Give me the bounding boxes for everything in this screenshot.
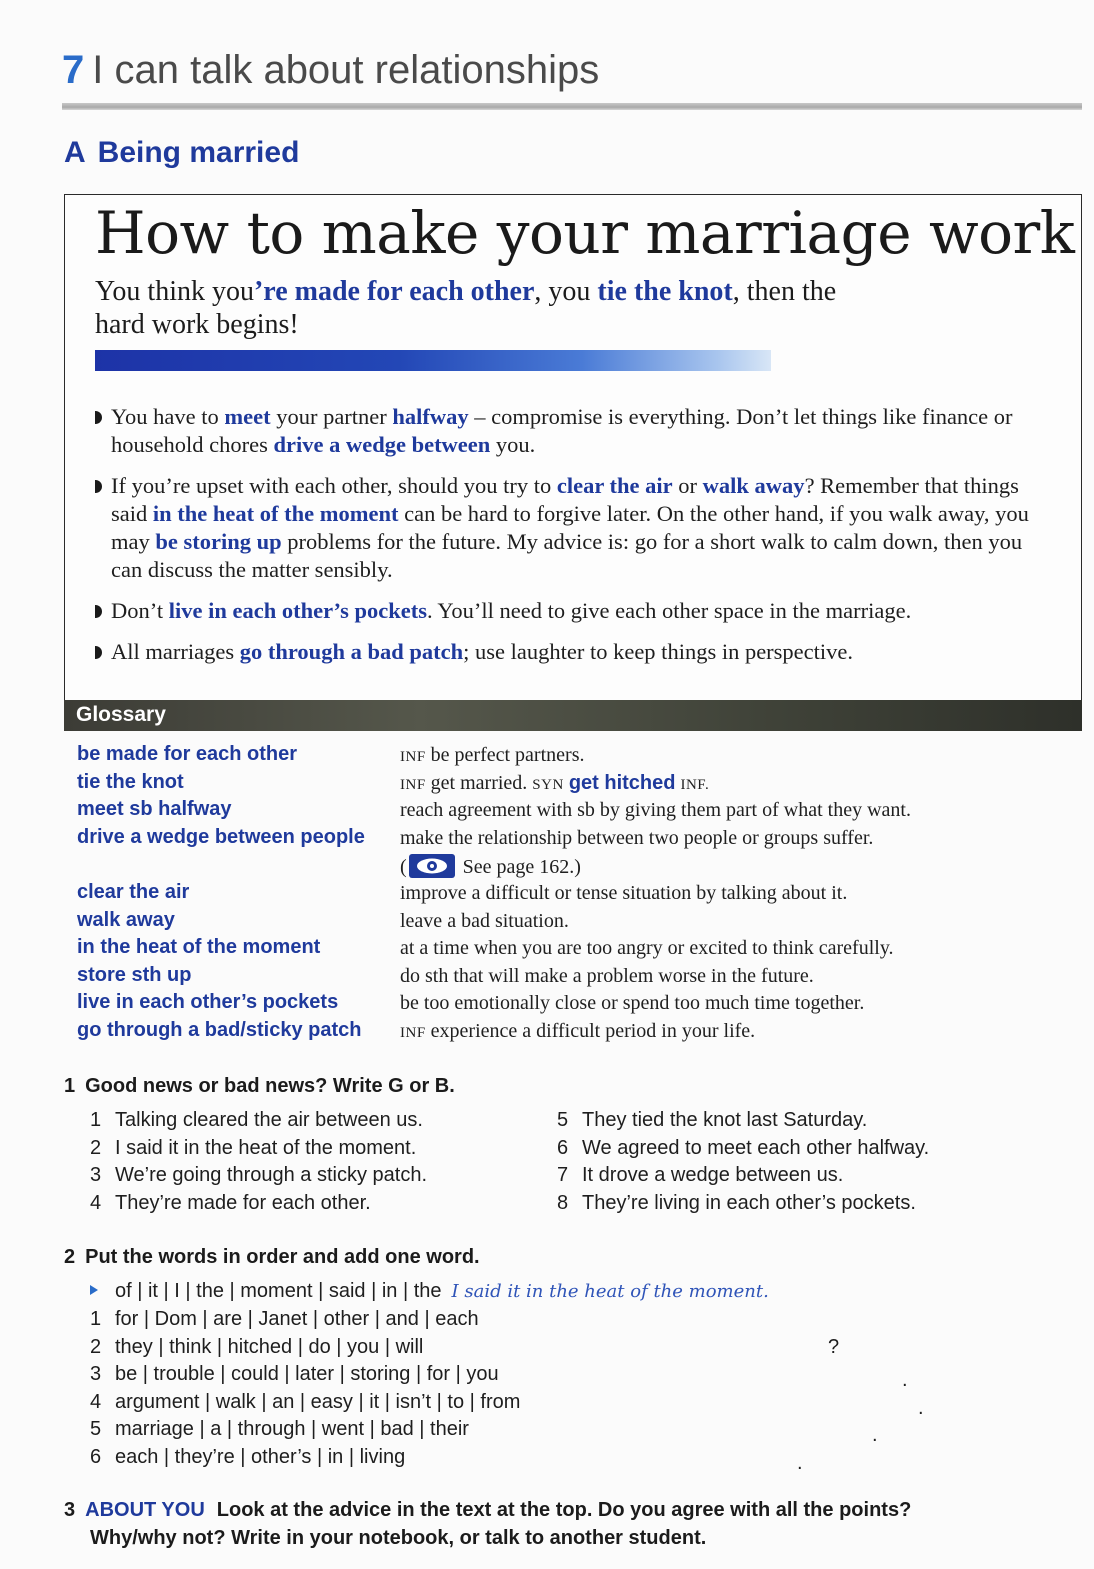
scrambled-words: each | they’re | other’s | in | living [115, 1445, 406, 1468]
exercise-1-item [557, 1164, 843, 1187]
section-name: Being married [97, 136, 300, 169]
bullet-text: . You’ll need to give each other space in the marriage. [427, 598, 912, 623]
exercise-2-example [90, 1280, 769, 1303]
exercise-1-item [90, 1164, 427, 1187]
key-phrase: live in each other’s pockets [168, 598, 428, 623]
item-sentence: It drove a wedge between us. [582, 1164, 844, 1186]
item-sentence: Talking cleared the air between us. [115, 1109, 423, 1131]
glossary-definition [400, 744, 584, 767]
intro-phrase: tie the knot [597, 276, 733, 307]
key-phrase: meet [224, 404, 271, 429]
exercise-1-item [90, 1137, 416, 1160]
definition-text: do sth that will make a problem worse in the future. [400, 964, 814, 987]
glossary-term: walk away [77, 908, 175, 931]
exercise-1-instruction [64, 1075, 455, 1098]
exercise-3-number: 3 [64, 1499, 76, 1521]
intro-text: , then the hard work begins! [95, 276, 837, 340]
bullet-text: can be hard to forgive later. On the other hand, if you walk away, you may [111, 501, 1029, 554]
definition-text: be too emotionally close or spend too much time together. [400, 992, 865, 1015]
article-title: How to make your marriage work [95, 199, 1075, 267]
advice-bullet [95, 472, 1055, 584]
glossary-definition [400, 910, 569, 933]
answer-end-punctuation: . [872, 1424, 878, 1446]
exercise-1-item [557, 1192, 916, 1215]
bullet-marker-icon [95, 646, 102, 659]
glossary-definition [400, 1020, 755, 1043]
definition-text: get married. [430, 771, 528, 794]
exercise-2-item [90, 1391, 520, 1414]
exercise-2-item [90, 1363, 499, 1386]
advice-bullet [95, 403, 1055, 459]
exercise-1-text: Good news or bad news? Write G or B. [85, 1075, 455, 1097]
article-intro [95, 275, 855, 341]
answer-end-punctuation: ? [828, 1335, 840, 1358]
bullet-text: problems for the future. My advice is: go for a short walk to calm down, then you can discuss the matter sensibly. [111, 529, 1023, 582]
exercise-1-item [90, 1109, 423, 1132]
exercise-2-item [90, 1336, 423, 1359]
bullet-marker-icon [95, 480, 102, 493]
glossary-list [77, 743, 1077, 1047]
bullet-text: – compromise is everything. Don’t let things like finance or household chores [111, 404, 1013, 457]
synonym-label: SYN [532, 776, 564, 793]
item-number: 2 [90, 1335, 102, 1358]
bullet-text: ; use laughter to keep things in perspective. [463, 639, 854, 664]
example-words: of | it | I | the | moment | said | in | the [115, 1280, 442, 1302]
bullet-marker-icon [95, 605, 102, 618]
answer-end-punctuation: . [918, 1396, 924, 1419]
glossary-term: drive a wedge between people [77, 825, 365, 848]
key-phrase: halfway [392, 404, 469, 429]
glossary-entry [77, 991, 1077, 1019]
glossary-entry [77, 1019, 1077, 1047]
example-answer: I said it in the heat of the moment. [451, 1281, 769, 1302]
bullet-text: All marriages [111, 639, 240, 664]
item-number: 3 [90, 1363, 102, 1385]
glossary-term: live in each other’s pockets [77, 991, 339, 1014]
item-number: 3 [90, 1164, 102, 1186]
glossary-entry [77, 798, 1077, 826]
bullet-text: you. [490, 432, 536, 457]
glossary-term: be made for each other [77, 743, 298, 765]
unit-number: 7 [62, 48, 85, 92]
unit-title: I can talk about relationships [92, 48, 600, 92]
item-number: 5 [557, 1109, 569, 1131]
item-sentence: They’re living in each other’s pockets. [582, 1191, 916, 1214]
key-phrase: in the heat of the moment [152, 501, 399, 526]
glossary-entry [77, 964, 1077, 992]
glossary-term: clear the air [77, 880, 190, 903]
bullet-marker-icon [95, 411, 102, 424]
register-label: INF [400, 1024, 426, 1041]
section-letter: A [64, 136, 86, 169]
item-sentence: They’re made for each other. [115, 1191, 371, 1214]
glossary-definition [400, 882, 847, 905]
see-page-row [77, 853, 1077, 881]
exercise-1-item [90, 1192, 371, 1215]
item-sentence: I said it in the heat of the moment. [115, 1136, 417, 1159]
item-number: 7 [557, 1164, 569, 1186]
key-phrase: be storing up [155, 529, 282, 554]
register-label: INF [400, 776, 426, 793]
unit-header [62, 48, 599, 93]
definition-text: at a time when you are too angry or excited to think carefully. [400, 937, 894, 960]
bullet-text: or [672, 473, 703, 498]
synonym-word: get hitched [568, 771, 676, 794]
glossary-term: in the heat of the moment [77, 936, 321, 959]
see-page-text: See page 162.) [462, 856, 581, 879]
key-phrase: clear the air [556, 473, 673, 498]
item-number: 6 [557, 1136, 569, 1159]
item-number: 1 [90, 1109, 102, 1131]
scrambled-words: marriage | a | through | went | bad | their [115, 1418, 469, 1440]
intro-phrase: ’re made for each other [253, 276, 535, 307]
advice-bullet [95, 597, 1055, 625]
exercise-1-item [557, 1109, 867, 1132]
exercise-1-number: 1 [64, 1075, 76, 1097]
about-you-label: ABOUT YOU [85, 1499, 205, 1521]
definition-text: leave a bad situation. [400, 909, 569, 932]
exercise-2-item [90, 1308, 479, 1331]
bullet-text: If you’re upset with each other, should you try to [111, 473, 557, 498]
scrambled-words: argument | walk | an | easy | it | isn’t | to | from [115, 1390, 521, 1413]
exercise-3-instruction [64, 1499, 911, 1522]
intro-gradient-bar [95, 350, 771, 371]
exercise-3-line-1: Look at the advice in the text at the top. Do you agree with all the points? [216, 1499, 912, 1521]
glossary-entry [77, 936, 1077, 964]
scrambled-words: be | trouble | could | later | storing | for | you [115, 1363, 499, 1385]
section-title [64, 136, 299, 170]
glossary-definition [400, 937, 894, 960]
glossary-term: tie the knot [77, 770, 184, 793]
exercise-2-item [90, 1418, 469, 1441]
see-page-note[interactable]: ( See page 162.) [400, 856, 581, 879]
glossary-definition [400, 965, 814, 988]
definition-text: improve a difficult or tense situation by talking about it. [400, 881, 848, 904]
bullet-text: ? Remember that things said [111, 473, 1019, 526]
glossary-entry [77, 771, 1077, 799]
item-sentence: They tied the knot last Saturday. [582, 1109, 868, 1131]
answer-end-punctuation: . [902, 1369, 908, 1391]
glossary-term: store sth up [77, 963, 192, 986]
eye-icon [409, 854, 455, 878]
advice-bullet [95, 638, 1055, 666]
article-box [64, 194, 1082, 701]
bullet-text: your partner [270, 404, 393, 429]
glossary-definition [400, 992, 864, 1015]
item-sentence: We agreed to meet each other halfway. [582, 1136, 930, 1159]
bullet-text: You have to [111, 404, 225, 429]
register-label: INF. [680, 776, 710, 793]
register-label: INF [400, 749, 426, 765]
glossary-definition [400, 827, 873, 850]
item-number: 5 [90, 1418, 102, 1440]
item-number: 6 [90, 1445, 102, 1468]
glossary-entry [77, 826, 1077, 854]
header-rule [62, 103, 1082, 110]
glossary-entry [77, 881, 1077, 909]
key-phrase: drive a wedge between [273, 432, 491, 457]
item-number: 2 [90, 1136, 102, 1159]
exercise-2-text: Put the words in order and add one word. [85, 1246, 480, 1268]
intro-text: You think you [95, 276, 254, 307]
glossary-entry [77, 909, 1077, 937]
bullet-text: Don’t [111, 598, 169, 623]
answer-end-punctuation: . [797, 1451, 803, 1474]
glossary-definition [400, 799, 911, 822]
exercise-3-line-2: Why/why not? Write in your notebook, or talk to another student. [90, 1527, 707, 1549]
definition-text: reach agreement with sb by giving them part of what they want. [400, 799, 911, 822]
glossary-entry [77, 743, 1077, 771]
intro-text: , you [534, 276, 598, 307]
item-number: 4 [90, 1390, 102, 1413]
exercise-2-item [90, 1446, 405, 1469]
example-arrow-icon [90, 1285, 98, 1295]
item-number: 8 [557, 1191, 569, 1214]
advice-list [95, 403, 1055, 679]
item-number: 4 [90, 1191, 102, 1214]
key-phrase: go through a bad patch [239, 639, 464, 664]
exercise-2-instruction [64, 1246, 480, 1269]
scrambled-words: they | think | hitched | do | you | will [115, 1335, 424, 1358]
glossary-term: meet sb halfway [77, 798, 232, 821]
exercise-2-number: 2 [64, 1246, 76, 1268]
exercise-1-item [557, 1137, 929, 1160]
definition-text: experience a difficult period in your life. [430, 1019, 756, 1042]
definition-text: be perfect partners. [430, 744, 585, 766]
glossary-heading: Glossary [64, 700, 1082, 731]
definition-text: make the relationship between two people or groups suffer. [400, 826, 874, 849]
item-sentence: We’re going through a sticky patch. [115, 1164, 428, 1186]
glossary-term: go through a bad/sticky patch [77, 1018, 362, 1041]
item-number: 1 [90, 1308, 102, 1330]
key-phrase: walk away [702, 473, 805, 498]
glossary-definition [400, 772, 714, 795]
scrambled-words: for | Dom | are | Janet | other | and | each [115, 1308, 479, 1330]
